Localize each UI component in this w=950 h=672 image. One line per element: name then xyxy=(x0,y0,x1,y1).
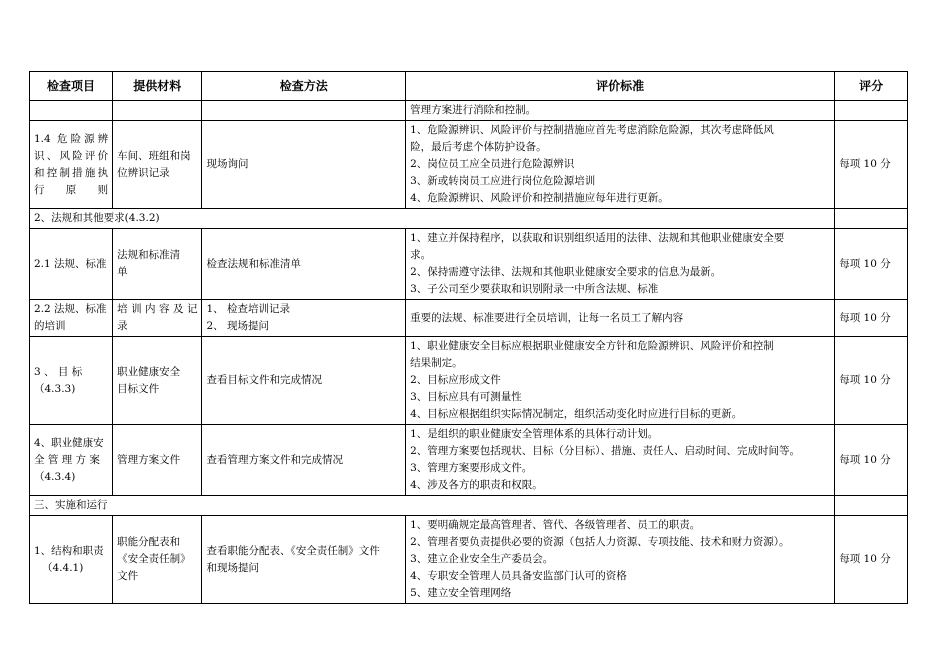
criteria-cell: 重要的法规、标准要进行全员培训，让每一名员工了解内容 xyxy=(406,300,835,337)
header-inspection-item: 检查项目 xyxy=(30,72,113,101)
table-row xyxy=(30,337,908,425)
criteria-cell: 1、要明确规定最高管理者、管代、各级管理者、员工的职责。 2、管理者要负责提供必要的资源（包括人力资源、专项技能、技术和财力资源）。 3、建立企业安全生产委员会。 4、专职安全管理人员具备安监部门认可的资格 5、建立安全管理网络 xyxy=(406,516,835,604)
item-cell: 3 、 目 标 （4.3.3) xyxy=(30,337,113,425)
score-cell xyxy=(835,101,908,121)
method-cell xyxy=(202,101,406,121)
section-title: 三、实施和运行 xyxy=(30,496,835,516)
score-cell xyxy=(835,496,908,516)
evaluation-table xyxy=(29,71,908,604)
score-cell: 每项 10 分 xyxy=(835,300,908,337)
material-cell: 法规和标准清 单 xyxy=(113,229,202,300)
table-row xyxy=(30,229,908,300)
material-cell: 培训内容及记 录 xyxy=(113,300,202,337)
item-cell: 1.4 危险源辨 识、风险评价 和控制措施执 行原则 xyxy=(30,121,113,209)
material-cell: 职能分配表和 《安全责任制》 文件 xyxy=(113,516,202,604)
score-cell: 每项 10 分 xyxy=(835,229,908,300)
method-cell: 查看管理方案文件和完成情况 xyxy=(202,425,406,496)
table-row xyxy=(30,300,908,337)
material-cell: 职业健康安全 目标文件 xyxy=(113,337,202,425)
method-cell: 查看职能分配表、《安全责任制》文件 和现场提问 xyxy=(202,516,406,604)
method-cell: 查看目标文件和完成情况 xyxy=(202,337,406,425)
criteria-cell: 1、危险源辨识、风险评价与控制措施应首先考虑消除危险源，其次考虑降低风 险，最后考虑个体防护设备。 2、岗位员工应全员进行危险源辨识 3、新或转岗员工应进行岗位危险源培训 4、危险源辨识、风险评价和控制措施应每年进行更新。 xyxy=(406,121,835,209)
score-cell: 每项 10 分 xyxy=(835,516,908,604)
header-score: 评分 xyxy=(835,72,908,101)
score-cell: 每项 10 分 xyxy=(835,337,908,425)
method-cell: 检查法规和标准清单 xyxy=(202,229,406,300)
table-row xyxy=(30,101,908,121)
table-header-row xyxy=(30,72,908,101)
method-cell: 1、 检查培训记录 2、 现场提问 xyxy=(202,300,406,337)
material-cell: 车间、班组和岗 位辨识记录 xyxy=(113,121,202,209)
table-row xyxy=(30,121,908,209)
table-row xyxy=(30,425,908,496)
header-criteria: 评价标准 xyxy=(406,72,835,101)
criteria-cell: 管理方案进行消除和控制。 xyxy=(406,101,835,121)
material-cell: 管理方案文件 xyxy=(113,425,202,496)
method-cell: 现场询问 xyxy=(202,121,406,209)
criteria-cell: 1、是组织的职业健康安全管理体系的具体行动计划。 2、管理方案要包括现状、目标（分目标）、措施、责任人、启动时间、完成时间等。 3、管理方案要形成文件。 4、涉及各方的职责和权限。 xyxy=(406,425,835,496)
score-cell xyxy=(835,209,908,229)
table-row xyxy=(30,516,908,604)
section-title: 2、法规和其他要求(4.3.2) xyxy=(30,209,835,229)
header-materials: 提供材料 xyxy=(113,72,202,101)
item-cell: 2.1 法规、标准 xyxy=(30,229,113,300)
section-row xyxy=(30,209,908,229)
item-cell: 1、结构和职责 （4.4.1) xyxy=(30,516,113,604)
material-cell xyxy=(113,101,202,121)
item-cell xyxy=(30,101,113,121)
item-cell: 4、职业健康安 全 管 理 方 案 （4.3.4) xyxy=(30,425,113,496)
header-method: 检查方法 xyxy=(202,72,406,101)
score-cell: 每项 10 分 xyxy=(835,425,908,496)
score-cell: 每项 10 分 xyxy=(835,121,908,209)
criteria-cell: 1、职业健康安全目标应根据职业健康安全方针和危险源辨识、风险评价和控制 结果制定。 2、目标应形成文件 3、目标应具有可测量性 4、目标应根据组织实际情况制定，组织活动变化时应进行目标的更新。 xyxy=(406,337,835,425)
criteria-cell: 1、建立并保持程序，以获取和识别组织适用的法律、法规和其他职业健康安全要 求。 2、保持需遵守法律、法规和其他职业健康安全要求的信息为最新。 3、子公司至少要获取和识别附录一中所含法规、标准 xyxy=(406,229,835,300)
item-cell: 2.2 法规、标准 的培训 xyxy=(30,300,113,337)
section-row xyxy=(30,496,908,516)
